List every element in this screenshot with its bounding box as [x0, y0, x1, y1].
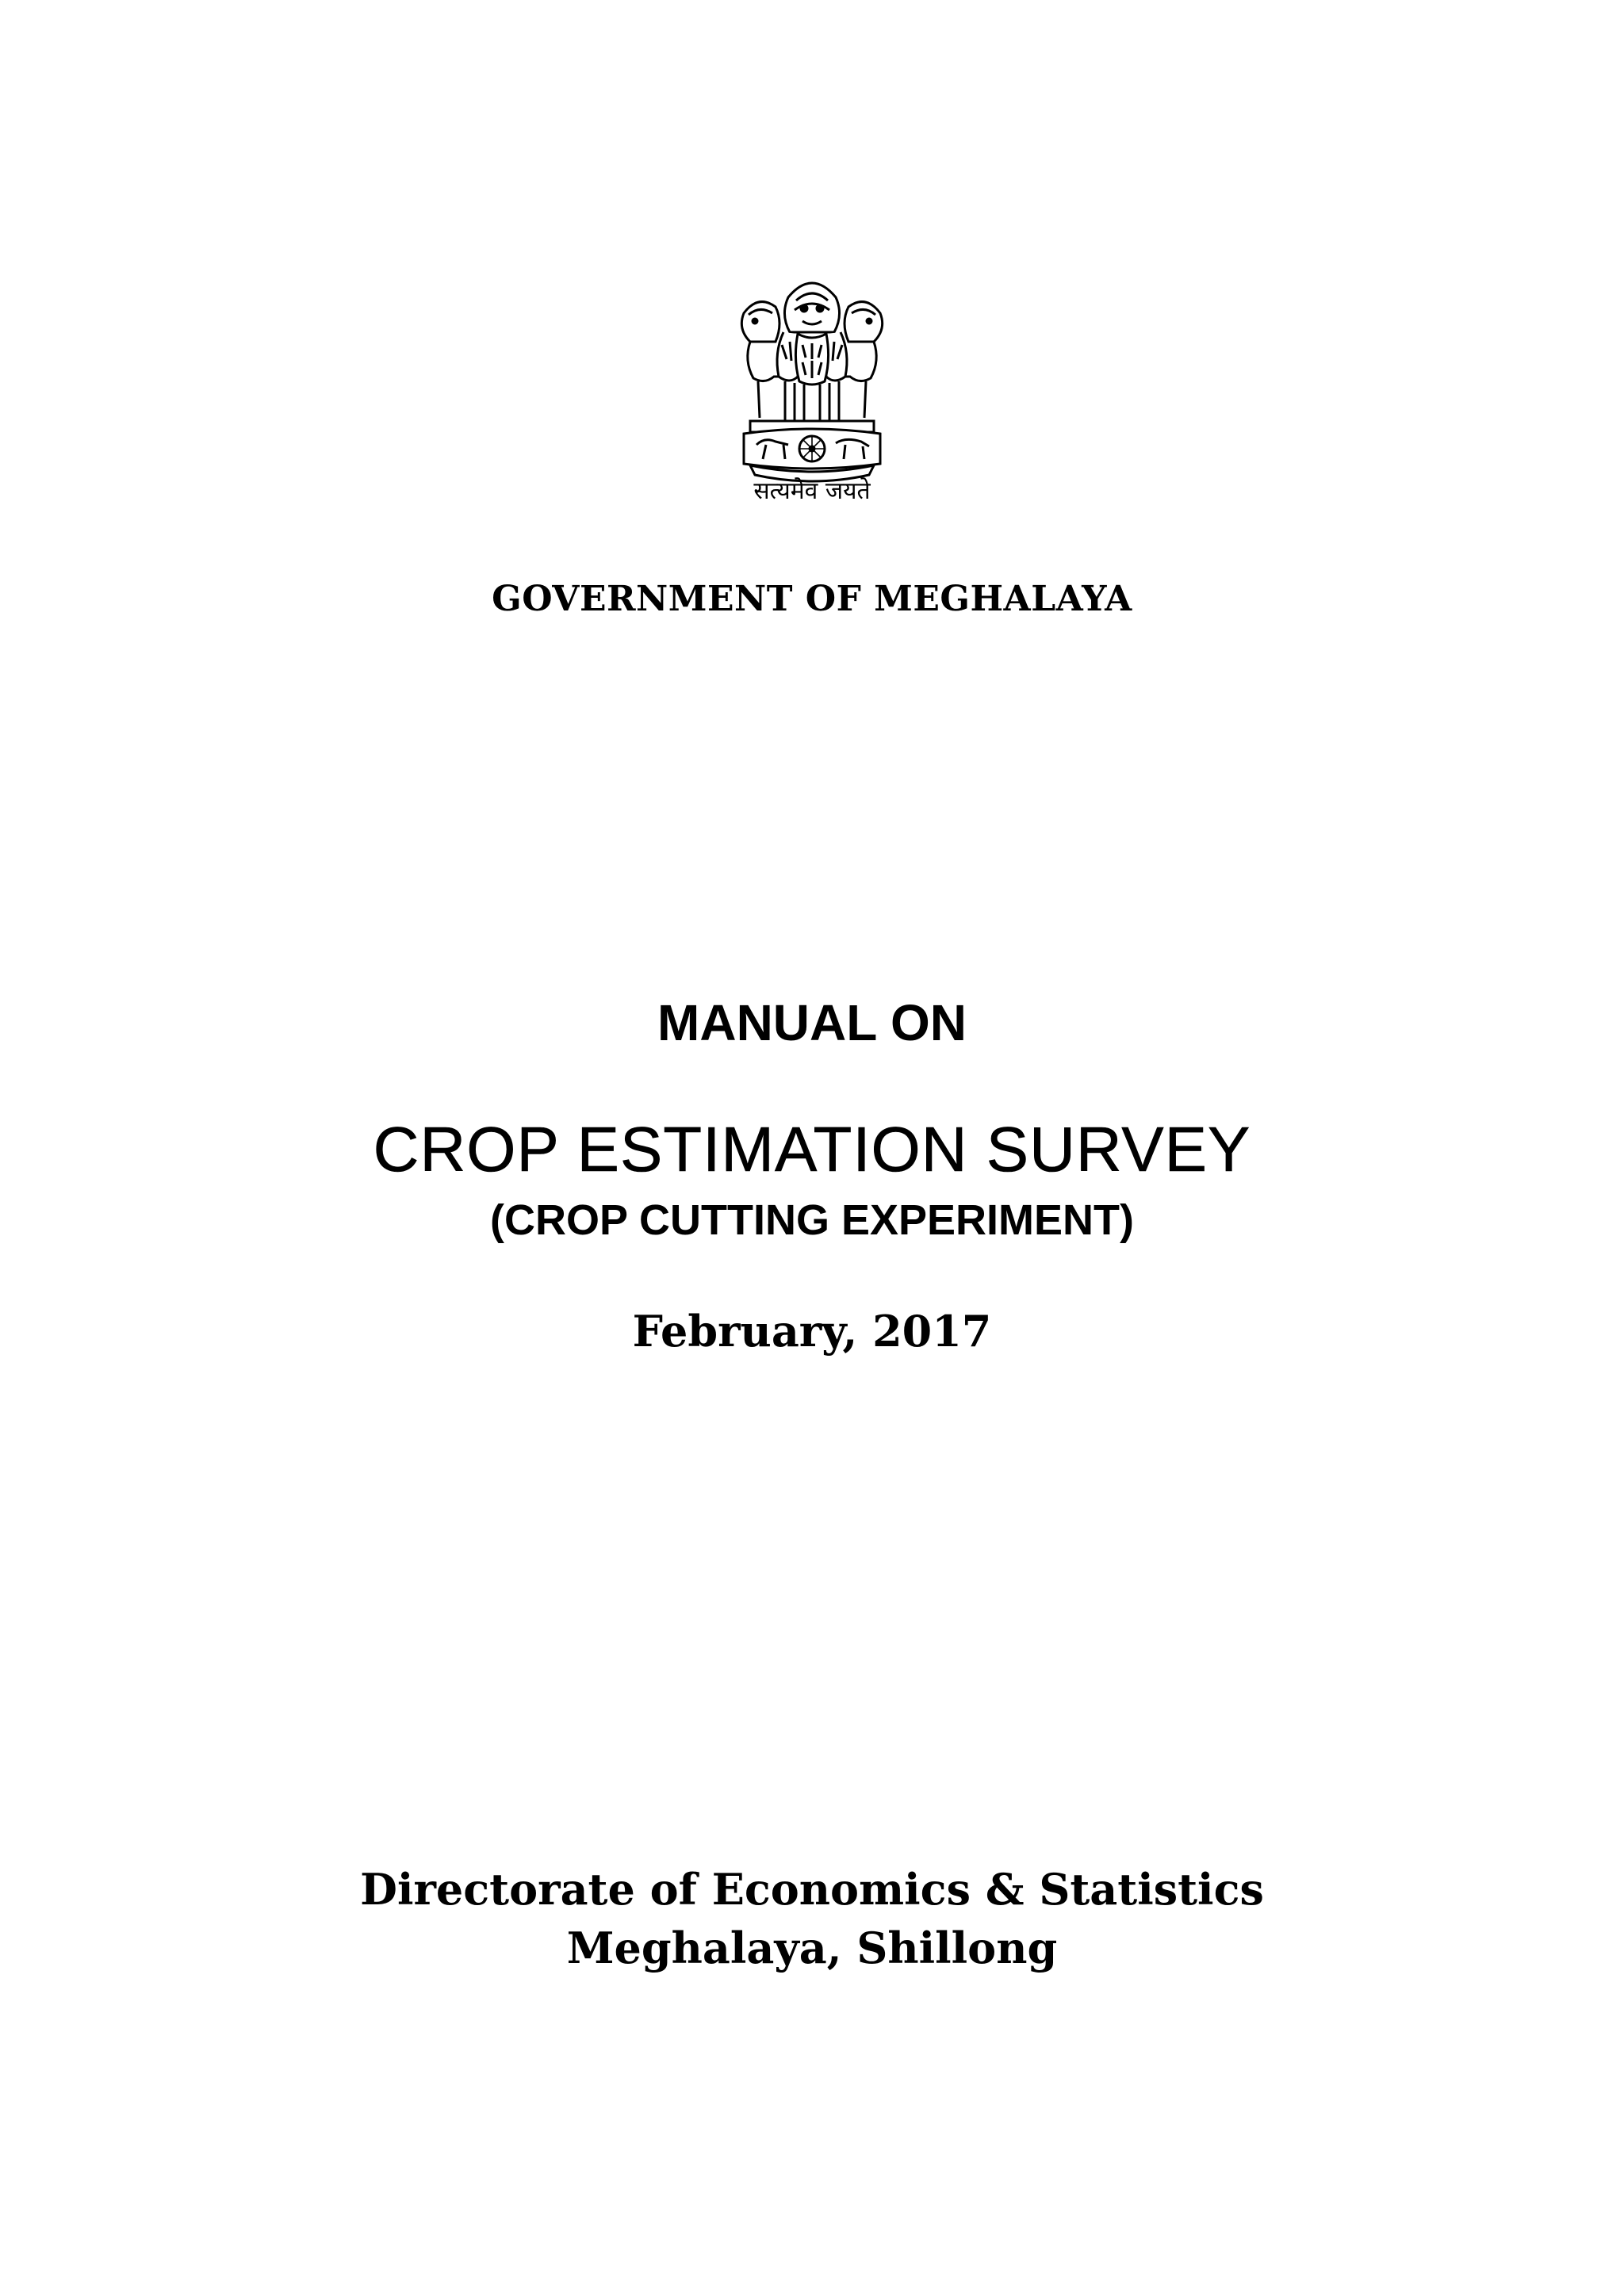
- organisation-location: Meghalaya, Shillong: [566, 1923, 1058, 1973]
- document-subtitle: (CROP CUTTING EXPERIMENT): [489, 1196, 1135, 1244]
- emblem-motto: सत्यमेव जयते: [753, 477, 871, 505]
- document-title: CROP ESTIMATION SURVEY: [373, 1114, 1251, 1184]
- government-name: GOVERNMENT OF MEGHALAYA: [492, 579, 1132, 619]
- manual-on-heading: MANUAL ON: [657, 994, 967, 1051]
- publication-date: February, 2017: [632, 1306, 992, 1357]
- organisation-name: Directorate of Economics & Statistics: [360, 1864, 1264, 1915]
